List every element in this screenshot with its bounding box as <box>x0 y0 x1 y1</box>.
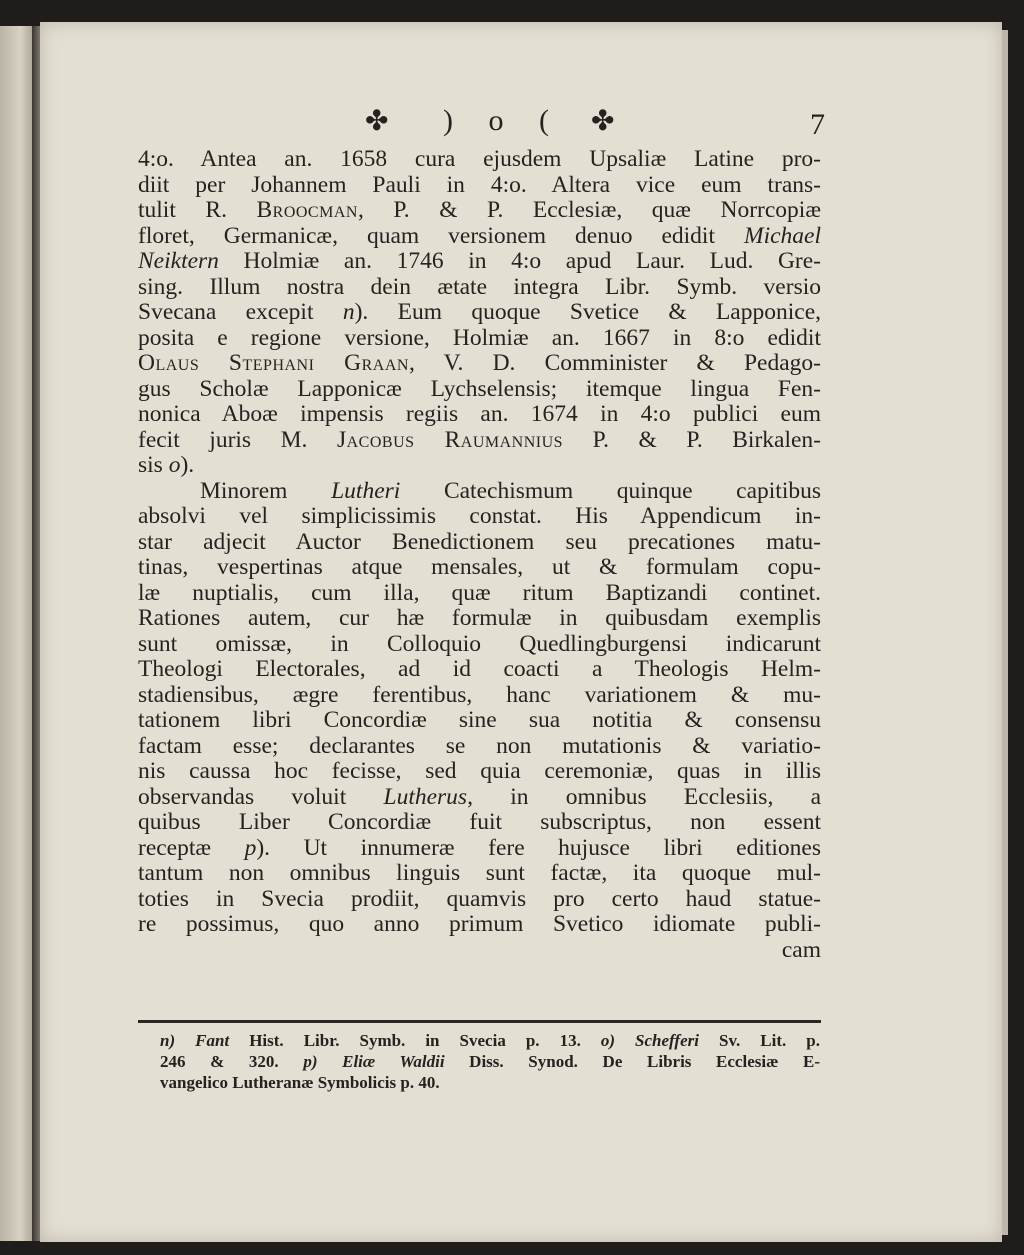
text-line: Rationes autem, cur hæ formulæ in quibusdam exemplis <box>138 605 821 631</box>
text-line: tantum non omnibus linguis sunt factæ, ita quoque mul- <box>138 860 821 886</box>
text-line: 4:o. Antea an. 1658 cura ejusdem Upsaliæ Latine pro- <box>138 146 821 172</box>
small-caps-name: Jacobus Raumannius <box>336 426 564 453</box>
text-line: Olaus Stephani Graan, V. D. Comminister & Pedago- <box>138 350 821 376</box>
page-number: 7 <box>810 108 825 141</box>
footnote-divider <box>138 1020 821 1023</box>
text-line: diit per Johannem Pauli in 4:o. Altera vice eum trans- <box>138 171 821 198</box>
text-line: fecit juris M. Jacobus Raumannius P. & P. Birkalen- <box>138 426 822 453</box>
text-line: quibus Liber Concordiæ fuit subscriptus, non essent <box>138 809 821 835</box>
footnote-line: 246 & 320. p) Eliæ Waldii Diss. Synod. De Libris Ecclesiæ E- <box>160 1052 820 1071</box>
italic-text: Neiktern <box>138 248 219 274</box>
right-fleuron-icon: ✤ <box>591 106 615 137</box>
text-line: Minorem Lutheri Catechismum quinque capitibus <box>200 477 821 504</box>
text-line: gus Scholæ Lapponicæ Lychselensis; itemque lingua Fen- <box>138 375 821 402</box>
text-line: nis caussa hoc fecisse, sed quia ceremoniæ, quas in illis <box>138 758 821 784</box>
text-line: sis o). <box>138 452 195 478</box>
text-line: re possimus, quo anno primum Svetico idiomate publi- <box>138 911 821 937</box>
text-line: tulit R. Broocman, P. & P. Ecclesiæ, quæ Norrcopiæ <box>138 197 821 223</box>
text-line: posita e regione versione, Holmiæ an. 1667 in 8:o edidit <box>138 324 821 351</box>
text-line: Neiktern Holmiæ an. 1746 in 4:o apud Laur. Lud. Gre- <box>138 248 821 274</box>
italic-text: p) Eliæ Waldii <box>303 1052 445 1071</box>
left-fleuron-icon: ✤ <box>365 106 389 137</box>
text-line: Svecana excepit n). Eum quoque Svetice & Lapponice, <box>138 299 821 325</box>
text-line: factam esse; declarantes se non mutationis & variatio- <box>138 732 821 759</box>
running-head <box>365 104 825 140</box>
text-line: floret, Germanicæ, quam versionem denuo edidit Michael <box>138 222 821 249</box>
italic-text: n) Fant <box>160 1031 230 1050</box>
text-line: nonica Aboæ impensis regiis an. 1674 in 4:o publici eum <box>138 401 821 427</box>
text-line: receptæ p). Ut innumeræ fere hujusce libri editiones <box>138 834 821 861</box>
header-ornament-text: ) o ( <box>443 104 563 137</box>
text-line: star adjecit Auctor Benedictionem seu precationes matu- <box>138 528 821 555</box>
footnote-line: vangelico Lutheranæ Symbolicis p. 40. <box>160 1073 440 1092</box>
previous-page-edge <box>0 26 34 1241</box>
italic-text: Lutherus <box>383 783 468 810</box>
text-line: tationem libri Concordiæ sine sua notitia & consensu <box>138 707 821 733</box>
italic-text: Michael <box>744 222 821 249</box>
italic-text: o <box>168 452 181 478</box>
italic-text: o) Schefferi <box>600 1031 699 1050</box>
text-line: læ nuptialis, cum illa, quæ ritum Baptizandi continet. <box>138 579 821 606</box>
text-line: tinas, vespertinas atque mensales, ut & formulam copu- <box>138 554 821 580</box>
footnote-line: n) Fant Hist. Libr. Symb. in Svecia p. 13. o) Schefferi Sv. Lit. p. <box>160 1031 820 1050</box>
page-stack-edge <box>1002 30 1008 1235</box>
text-line: Theologi Electorales, ad id coacti a Theologis Helm- <box>138 656 821 682</box>
italic-text: Lutheri <box>331 477 401 504</box>
text-line: absolvi vel simplicissimis constat. His Appendicum in- <box>138 503 821 529</box>
body-text <box>138 147 821 963</box>
small-caps-name: Olaus Stephani Graan <box>138 350 409 376</box>
small-caps-name: Broocman <box>256 197 358 223</box>
italic-text: p <box>244 834 257 861</box>
text-line: toties in Svecia prodiit, quamvis pro certo haud statue- <box>138 885 821 912</box>
text-line: stadiensibus, ægre ferentibus, hanc variationem & mu- <box>138 681 821 708</box>
text-line: observandas voluit Lutherus, in omnibus Ecclesiis, a <box>138 783 822 810</box>
text-line: sunt omissæ, in Colloquio Quedlingburgensi indicarunt <box>138 630 821 657</box>
italic-text: n <box>342 299 355 325</box>
text-line: sing. Illum nostra dein ætate integra Libr. Symb. versio <box>138 273 821 300</box>
footnotes <box>160 1030 820 1093</box>
text-line: cam <box>781 936 821 963</box>
